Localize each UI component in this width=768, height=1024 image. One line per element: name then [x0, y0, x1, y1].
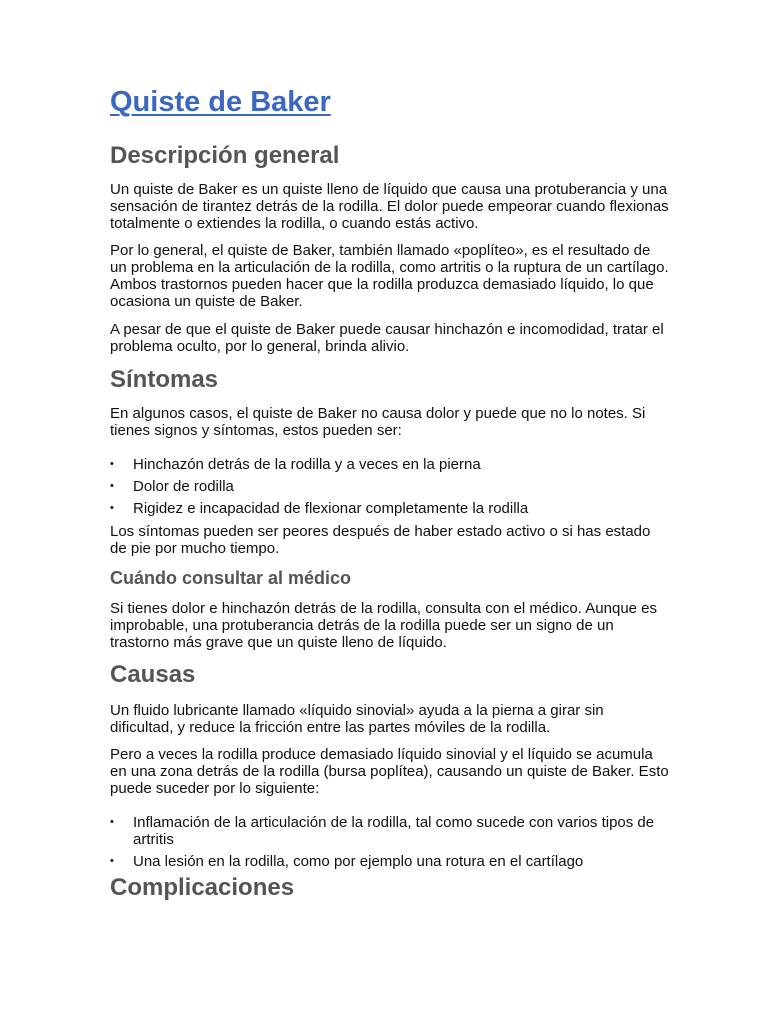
heading-complications: Complicaciones [110, 874, 295, 901]
list-item: • Rigidez e incapacidad de flexionar completamente la rodilla [110, 500, 529, 517]
bullet-icon: • [110, 480, 114, 492]
heading-doctor: Cuándo consultar al médico [110, 568, 352, 588]
bullet-icon: • [110, 458, 114, 470]
symptoms-list [110, 456, 670, 522]
symptoms-outro: Los síntomas pueden ser peores después de haber estado activo o si has estado de pie por mucho tiempo. [110, 523, 651, 557]
page-title[interactable]: Quiste de Baker [110, 86, 331, 118]
overview-paragraph-1: Un quiste de Baker es un quiste lleno de líquido que causa una protuberancia y una sensación de tirantez detrás de la rodilla. El dolor puede empeorar cuando flexionas totalmente o extiendes la rodilla, o cuando estás activo. [110, 181, 669, 232]
bullet-icon: • [110, 816, 114, 828]
causes-list [110, 814, 670, 875]
bullet-icon: • [110, 855, 114, 867]
symptoms-intro: En algunos casos, el quiste de Baker no causa dolor y puede que no lo notes. Si tienes signos y síntomas, estos pueden ser: [110, 405, 646, 439]
causes-paragraph-2: Pero a veces la rodilla produce demasiado líquido sinovial y el líquido se acumula en una zona detrás de la rodilla (bursa poplítea), causando un quiste de Baker. Esto puede suceder por lo siguiente: [110, 746, 669, 797]
list-item: • Dolor de rodilla [110, 478, 234, 495]
bullet-icon: • [110, 502, 114, 514]
heading-causes: Causas [110, 661, 196, 688]
doctor-paragraph: Si tienes dolor e hinchazón detrás de la rodilla, consulta con el médico. Aunque es improbable, una protuberancia detrás de la rodilla puede ser un signo de un trastorno más grave que un quiste lleno de líquido. [110, 600, 658, 651]
list-item: • Inflamación de la articulación de la rodilla, tal como sucede con varios tipos de artritis [110, 814, 655, 848]
overview-paragraph-2: Por lo general, el quiste de Baker, también llamado «poplíteo», es el resultado de un problema en la articulación de la rodilla, como artritis o la ruptura de un cartílago. Ambos trastornos pueden hacer que la rodilla produzca demasiado líquido, lo que ocasiona un quiste de Baker. [110, 242, 669, 310]
heading-overview: Descripción general [110, 142, 340, 169]
list-item: • Una lesión en la rodilla, como por ejemplo una rotura en el cartílago [110, 853, 584, 870]
causes-paragraph-1: Un fluido lubricante llamado «líquido sinovial» ayuda a la pierna a girar sin dificultad, y reduce la fricción entre las partes móviles de la rodilla. [110, 702, 604, 736]
heading-symptoms: Síntomas [110, 366, 219, 393]
list-item: • Hinchazón detrás de la rodilla y a veces en la pierna [110, 456, 481, 473]
overview-paragraph-3: A pesar de que el quiste de Baker puede causar hinchazón e incomodidad, tratar el problema oculto, por lo general, brinda alivio. [110, 321, 664, 355]
